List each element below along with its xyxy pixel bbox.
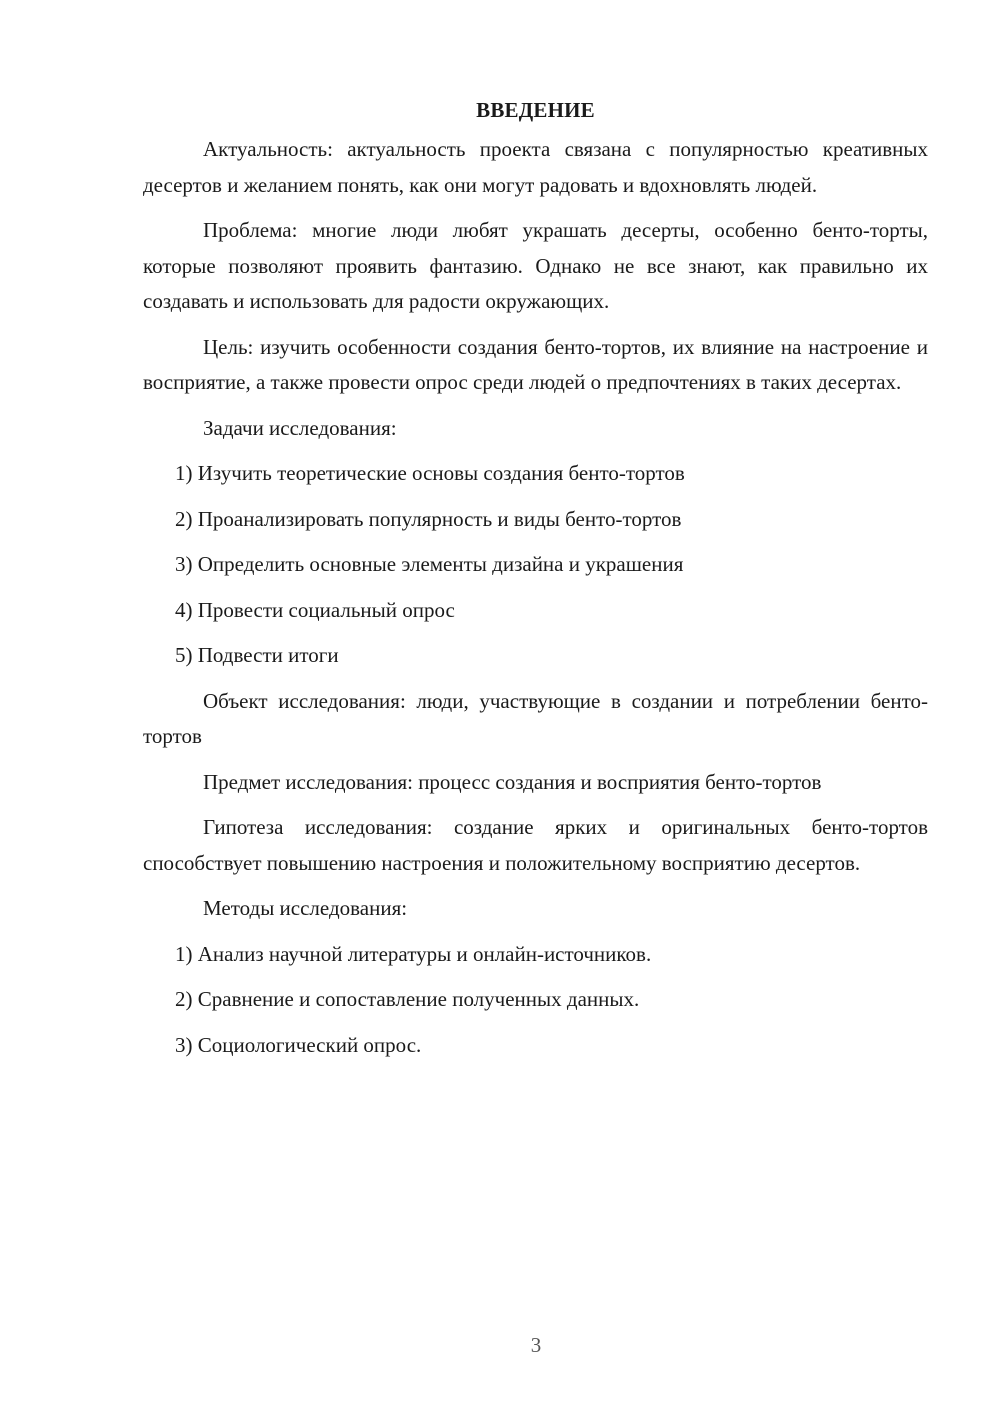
subject-paragraph: Предмет исследования: процесс создания и восприятия бенто-тортов (203, 769, 822, 794)
page-number: 3 (530, 1333, 542, 1357)
list-item: 4) Провести социальный опрос (175, 597, 455, 622)
list-item: 3) Определить основные элементы дизайна и украшения (175, 552, 684, 576)
object-paragraph: Объект исследования: люди, участвующие в создании и потреблении бенто-тортов (143, 688, 928, 748)
methods-title: Методы исследования: (203, 896, 408, 920)
relevance-paragraph: Актуальность: актуальность проекта связана с популярностью креативных десертов и желанием понять, как они могут радовать и вдохновлять людей. (143, 137, 928, 197)
tasks-list (143, 456, 928, 674)
tasks-title: Задачи исследования: (203, 415, 397, 440)
document-body (143, 92, 928, 1073)
list-item: 2) Проанализировать популярность и виды бенто-тортов (175, 506, 682, 531)
problem-paragraph: Проблема: многие люди любят украшать десерты, особенно бенто-торты, которые позволяют проявить фантазию. Однако не все знают, как правильно их создавать и использовать для радости окружающих. (143, 218, 928, 313)
list-item: 1) Изучить теоретические основы создания бенто-тортов (175, 461, 685, 485)
list-item: 3) Социологический опрос. (175, 1032, 422, 1057)
list-item: 2) Сравнение и сопоставление полученных данных. (175, 987, 640, 1011)
list-item: 5) Подвести итоги (175, 643, 339, 667)
page-title: ВВЕДЕНИЕ (476, 98, 595, 122)
list-item: 1) Анализ научной литературы и онлайн-источников. (175, 941, 652, 966)
goal-paragraph: Цель: изучить особенности создания бенто-тортов, их влияние на настроение и восприятие, а также провести опрос среди людей о предпочтениях в таких десертах. (143, 334, 928, 394)
methods-list (143, 937, 928, 1064)
hypothesis-paragraph: Гипотеза исследования: создание ярких и оригинальных бенто-тортов способствует повышению настроения и положительному восприятию десертов. (143, 815, 928, 875)
